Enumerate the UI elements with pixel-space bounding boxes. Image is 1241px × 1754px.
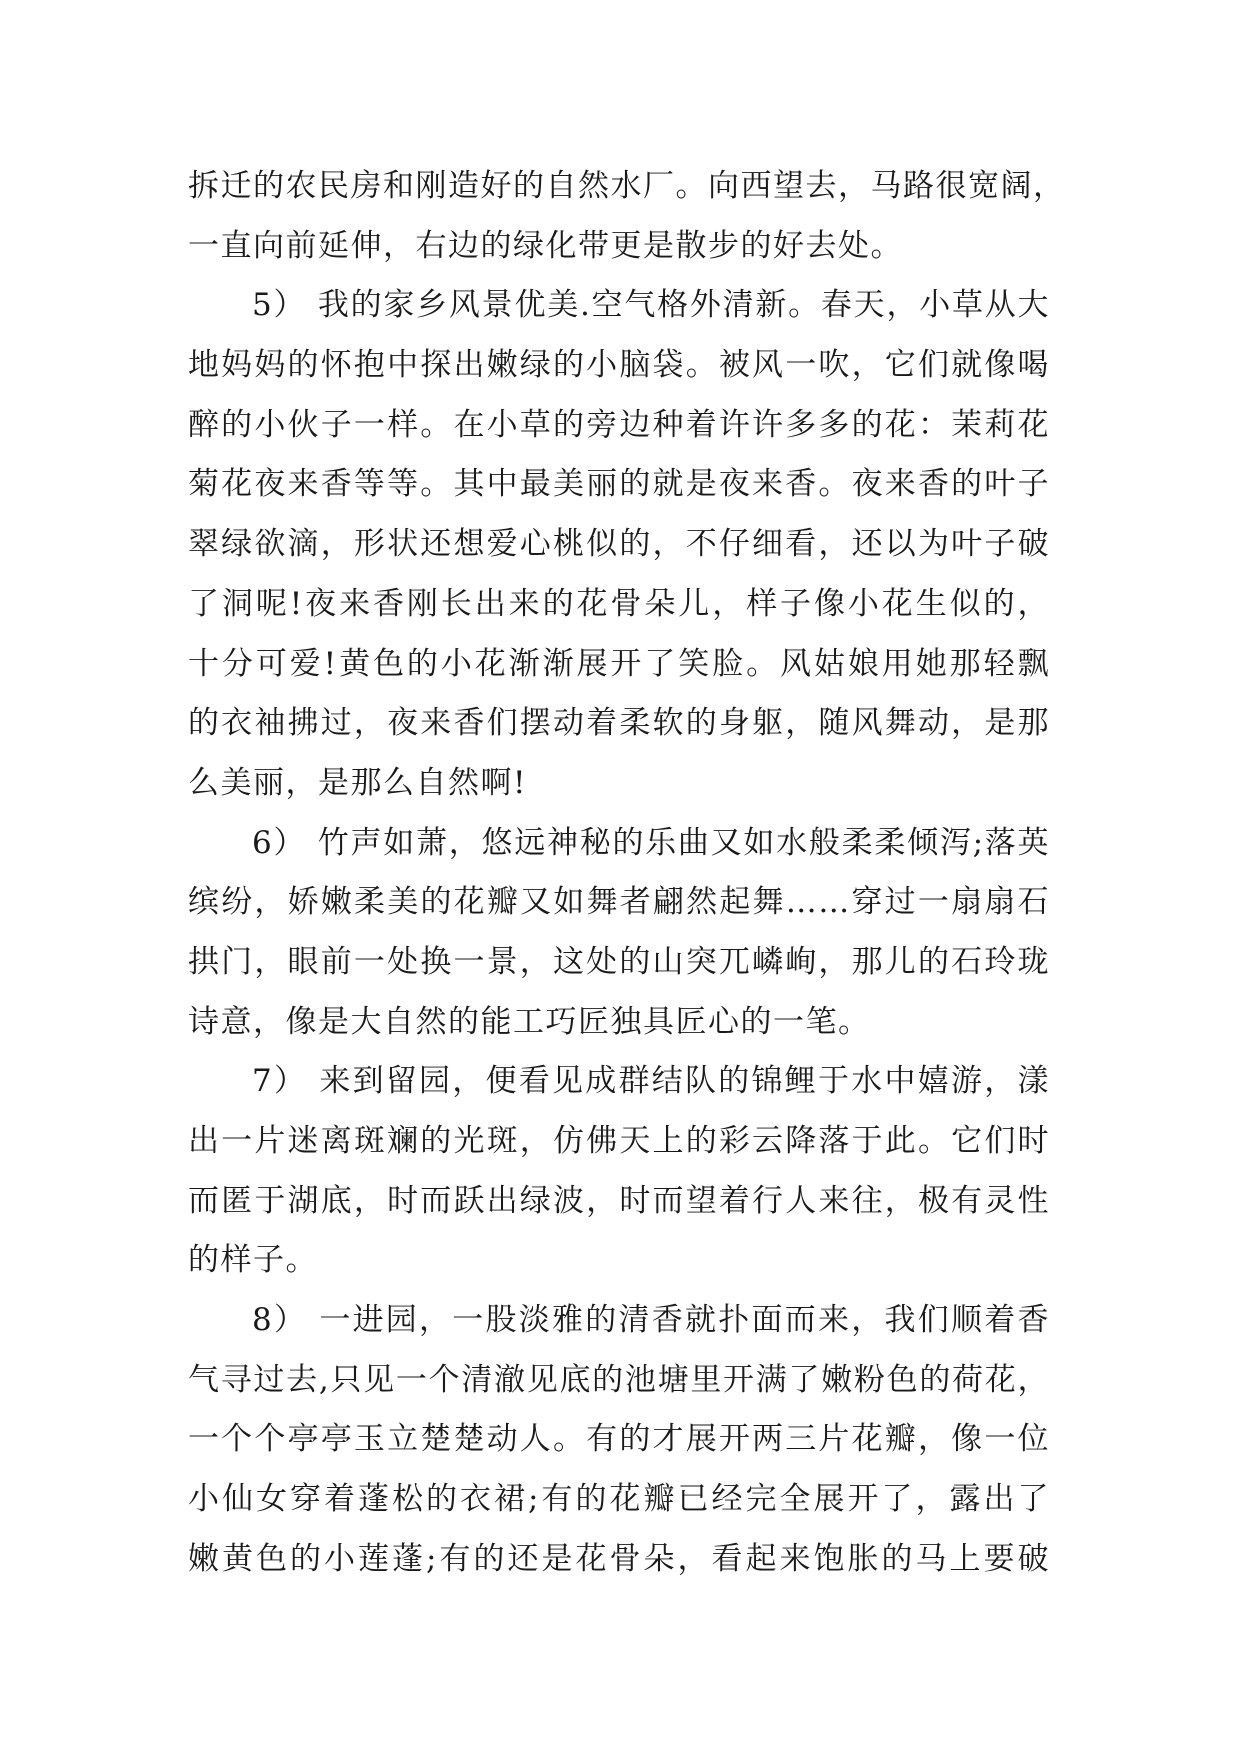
text-line: 拆迁的农民房和刚造好的自然水厂。向西望去，马路很宽阔， <box>188 168 1066 204</box>
paragraph-first-line: 6） 竹声如萧，悠远神秘的乐曲又如水般柔柔倾泻;落英 <box>252 824 1050 861</box>
text-line: 诗意，像是大自然的能工巧匠独具匠心的一笔。 <box>188 1003 871 1040</box>
text-line: 缤纷，娇嫩柔美的花瓣又如舞者翩然起舞……穿过一扇扇石 <box>188 884 1050 921</box>
paragraph-first-line: 7） 来到留园，便看见成群结队的锦鲤于水中嬉游，漾 <box>252 1063 1050 1100</box>
document-body <box>188 157 1066 1590</box>
text-line: 地妈妈的怀抱中探出嫩绿的小脑袋。被风一吹，它们就像喝 <box>188 347 1050 384</box>
text-line: 的衣袖拂过，夜来香们摆动着柔软的身躯，随风舞动，是那 <box>188 705 1050 742</box>
text-line: 翠绿欲滴，形状还想爱心桃似的，不仔细看，还以为叶子破 <box>188 526 1050 563</box>
text-line: 嫩黄色的小莲蓬;有的还是花骨朵，看起来饱胀的马上要破 <box>188 1540 1050 1577</box>
text-line: 一个个亭亭玉立楚楚动人。有的才展开两三片花瓣，像一位 <box>188 1421 1050 1458</box>
text-line: 拱门，眼前一处换一景，这处的山突兀嶙峋，那儿的石玲珑 <box>188 943 1050 980</box>
text-line: 的样子。 <box>188 1242 318 1279</box>
paragraph-first-line: 8） 一进园，一股淡雅的清香就扑面而来，我们顺着香 <box>252 1302 1050 1339</box>
text-line: 了洞呢!夜来香刚长出来的花骨朵儿，样子像小花生似的， <box>188 585 1050 622</box>
text-line: 醉的小伙子一样。在小草的旁边种着许许多多的花：茉莉花 <box>188 406 1050 443</box>
text-line: 出一片迷离斑斓的光斑，仿佛天上的彩云降落于此。它们时 <box>188 1123 1050 1159</box>
text-line: 么美丽，是那么自然啊! <box>188 764 527 801</box>
text-line: 十分可爱!黄色的小花渐渐展开了笑脸。风姑娘用她那轻飘 <box>188 645 1050 682</box>
text-line: 小仙女穿着蓬松的衣裙;有的花瓣已经完全展开了，露出了 <box>188 1481 1050 1518</box>
text-line: 一直向前延伸，右边的绿化带更是散步的好去处。 <box>188 227 903 264</box>
text-line: 气寻过去,只见一个清澈见底的池塘里开满了嫩粉色的荷花， <box>188 1361 1050 1398</box>
text-line: 而匿于湖底，时而跃出绿波，时而望着行人来往，极有灵性 <box>188 1182 1050 1219</box>
text-line: 菊花夜来香等等。其中最美丽的就是夜来香。夜来香的叶子 <box>188 466 1050 503</box>
paragraph-first-line: 5） 我的家乡风景优美.空气格外清新。春天，小草从大 <box>252 287 1050 324</box>
